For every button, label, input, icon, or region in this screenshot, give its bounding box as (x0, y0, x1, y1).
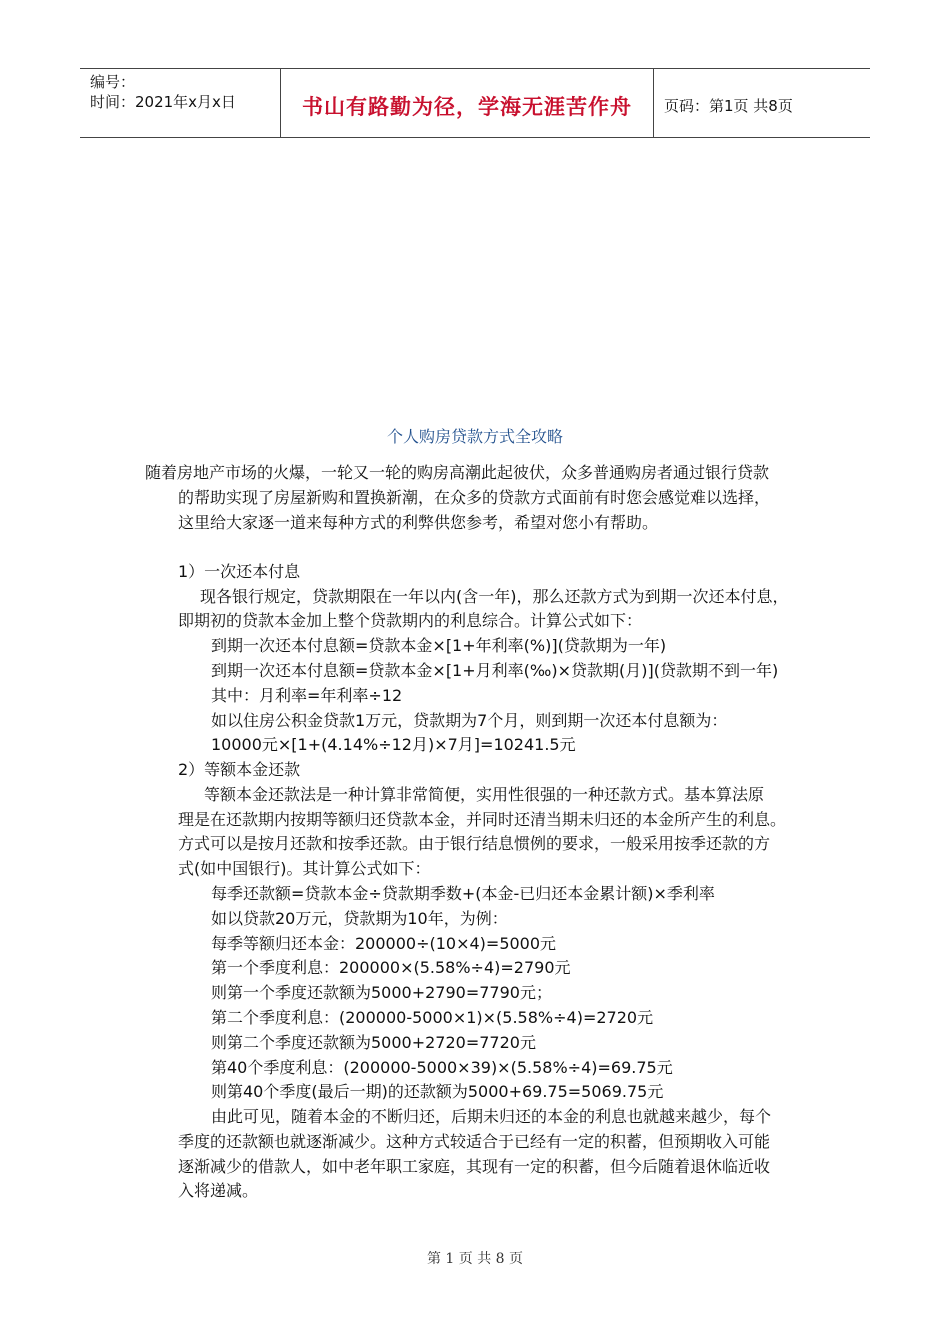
formula-line: 每季还款额=贷款本金÷贷款期季数+(本金-已归还本金累计额)×季利率 (211, 884, 715, 903)
body-line: 如以贷款20万元，贷款期为10年，为例： (211, 909, 508, 928)
body-line: 即期初的贷款本金加上整个贷款期内的利息综合。计算公式如下： (178, 611, 643, 630)
formula-line: 10000元×[1+(4.14%÷12月)×7月]=10241.5元 (211, 735, 576, 754)
body-line: 入将递减。 (178, 1181, 259, 1200)
body-line: 理是在还款期内按期等额归还贷款本金，并同时还清当期未归还的本金所产生的利息。 (178, 810, 787, 829)
header-motto-cell (281, 69, 654, 137)
formula-line: 到期一次还本付息额=贷款本金×[1+年利率(%)](贷款期为一年) (211, 636, 667, 655)
formula-line: 则第40个季度(最后一期)的还款额为5000+69.75=5069.75元 (211, 1082, 664, 1101)
formula-line: 第40个季度利息：(200000-5000×39)×(5.58%÷4)=69.75元 (211, 1058, 673, 1077)
formula-line: 每季等额归还本金：200000÷(10×4)=5000元 (211, 934, 557, 953)
formula-line: 第二个季度利息：(200000-5000×1)×(5.58%÷4)=2720元 (211, 1008, 654, 1027)
body-line: 等额本金还款法是一种计算非常简便，实用性很强的一种还款方式。基本算法原 (204, 785, 765, 804)
motto: 书山有路勤为径，学海无涯苦作舟 (302, 94, 632, 119)
header-page-cell (654, 69, 870, 137)
formula-line: 第一个季度利息：200000×(5.58%÷4)=2790元 (211, 958, 571, 977)
body-line: 方式可以是按月还款和按季还款。由于银行结息惯例的要求，一般采用按季还款的方 (178, 834, 771, 853)
body-line: 如以住房公积金贷款1万元，贷款期为7个月，则到期一次还本付息额为： (211, 711, 728, 730)
section-heading: 2）等额本金还款 (178, 760, 301, 779)
header-info-cell (80, 69, 281, 137)
page-footer: 第 1 页 共 8 页 (426, 1251, 524, 1267)
page-label: 页码：第1页 共8页 (664, 97, 793, 115)
time-label: 时间：2021年x月x日 (90, 93, 236, 111)
document-title: 个人购房贷款方式全攻略 (386, 427, 563, 446)
body-line: 的帮助实现了房屋新购和置换新潮，在众多的贷款方式面前有时您会感觉难以选择， (178, 488, 771, 507)
body-line: 随着房地产市场的火爆，一轮又一轮的购房高潮此起彼伏，众多普通购房者通过银行贷款 (145, 463, 770, 482)
body-line: 季度的还款额也就逐渐减少。这种方式较适合于已经有一定的积蓄，但预期收入可能 (178, 1132, 771, 1151)
formula-line: 则第二个季度还款额为5000+2720=7720元 (211, 1033, 536, 1052)
formula-line: 则第一个季度还款额为5000+2790=7790元； (211, 983, 552, 1002)
body-line: 现各银行规定，贷款期限在一年以内(含一年)，那么还款方式为到期一次还本付息， (200, 587, 789, 606)
number-label: 编号： (90, 73, 136, 91)
body-line: 这里给大家逐一道来每种方式的利弊供您参考，希望对您小有帮助。 (178, 513, 659, 532)
formula-line: 到期一次还本付息额=贷款本金×[1+月利率(‰)×贷款期(月)](贷款期不到一年) (211, 661, 779, 680)
body-line: 逐渐减少的借款人，如中老年职工家庭，其现有一定的积蓄，但今后随着退休临近收 (178, 1157, 771, 1176)
body-line: 由此可见，随着本金的不断归还，后期未归还的本金的利息也就越来越少，每个 (211, 1107, 772, 1126)
body-line: 式(如中国银行)。其计算公式如下： (178, 859, 431, 878)
formula-line: 其中：月利率=年利率÷12 (211, 686, 403, 705)
page-header (80, 68, 870, 138)
section-heading: 1）一次还本付息 (178, 562, 301, 581)
